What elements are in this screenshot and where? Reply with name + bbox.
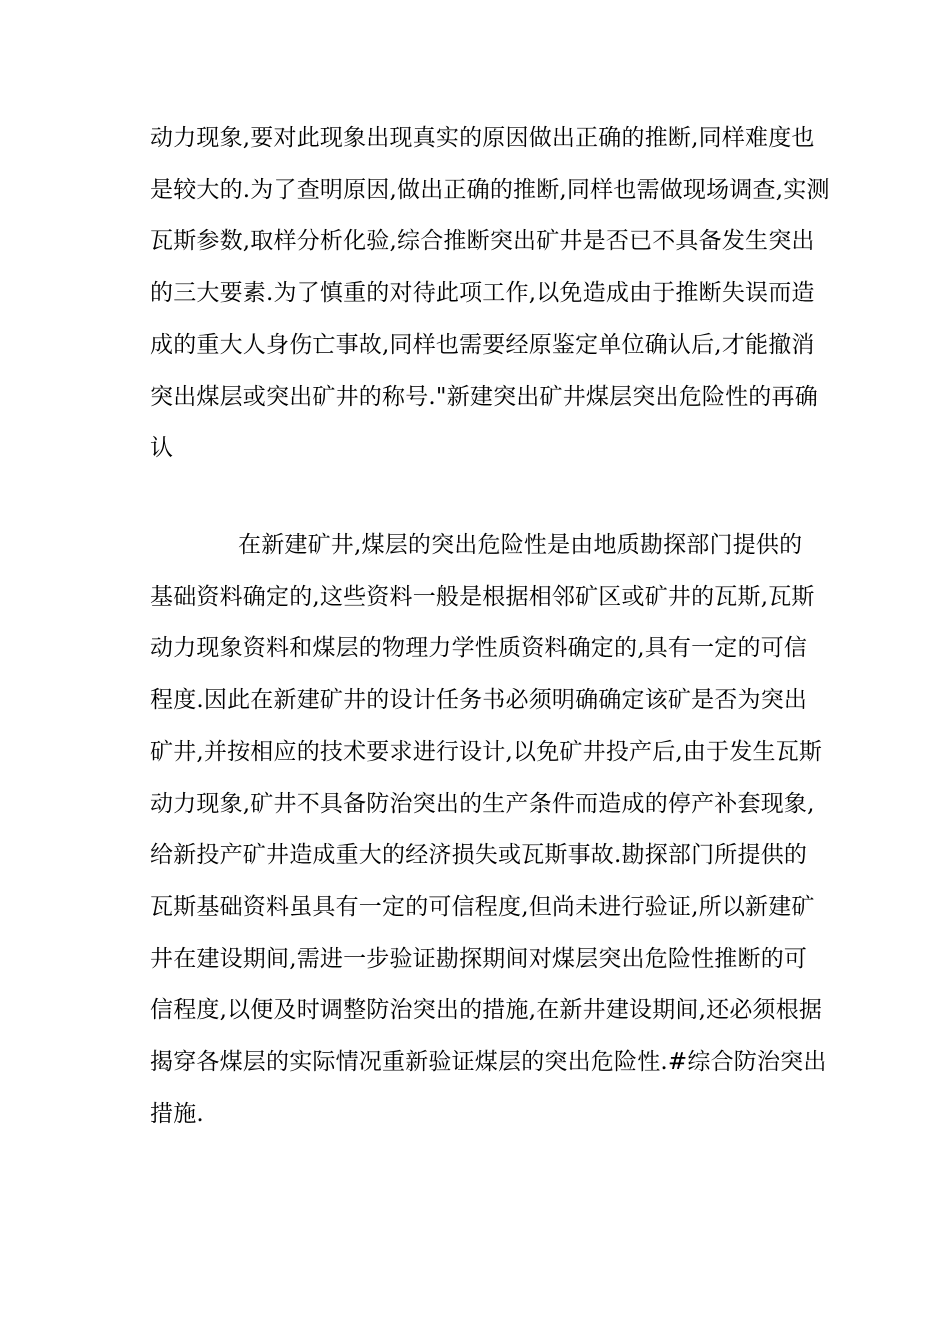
text-line: 在新建矿井,煤层的突出危险性是由地质勘探部门提供的 — [238, 532, 803, 558]
text-line: 信程度,以便及时调整防治突出的措施,在新井建设期间,还必须根据 — [150, 997, 823, 1024]
text-line: 动力现象,要对此现象出现真实的原因做出正确的推断,同样难度也 — [150, 125, 815, 151]
text-line: 瓦斯参数,取样分析化验,综合推断突出矿井是否已不具备发生突出 — [150, 228, 815, 255]
text-line: 动力现象,矿井不具备防治突出的生产条件而造成的停产补套现象, — [150, 790, 815, 817]
text-line: 的三大要素.为了慎重的对待此项工作,以免造成由于推断失误而造 — [150, 280, 815, 307]
text-line: 给新投产矿井造成重大的经济损失或瓦斯事故.勘探部门所提供的 — [150, 842, 808, 869]
text-line: 瓦斯基础资料虽具有一定的可信程度,但尚未进行验证,所以新建矿 — [150, 893, 815, 920]
text-line: 动力现象资料和煤层的物理力学性质资料确定的,具有一定的可信 — [150, 635, 808, 662]
text-line: 揭穿各煤层的实际情况重新验证煤层的突出危险性.#综合防治突出 — [150, 1049, 827, 1076]
text-line: 矿井,并按相应的技术要求进行设计,以免矿井投产后,由于发生瓦斯 — [150, 738, 823, 765]
text-line: 措施. — [150, 1100, 204, 1127]
text-line: 成的重大人身伤亡事故,同样也需要经原鉴定单位确认后,才能撤消 — [150, 331, 815, 358]
text-line: 认 — [150, 435, 174, 462]
text-line: 突出煤层或突出矿井的称号."新建突出矿井煤层突出危险性的再确 — [150, 383, 818, 410]
text-line: 基础资料确定的,这些资料一般是根据相邻矿区或矿井的瓦斯,瓦斯 — [150, 583, 815, 610]
text-line: 井在建设期间,需进一步验证勘探期间对煤层突出危险性推断的可 — [150, 945, 808, 972]
paragraph — [150, 113, 830, 475]
paragraph — [150, 520, 827, 1140]
text-line: 程度.因此在新建矿井的设计任务书必须明确确定该矿是否为突出 — [150, 687, 808, 714]
text-line: 是较大的.为了查明原因,做出正确的推断,同样也需做现场调查,实测 — [150, 176, 830, 203]
